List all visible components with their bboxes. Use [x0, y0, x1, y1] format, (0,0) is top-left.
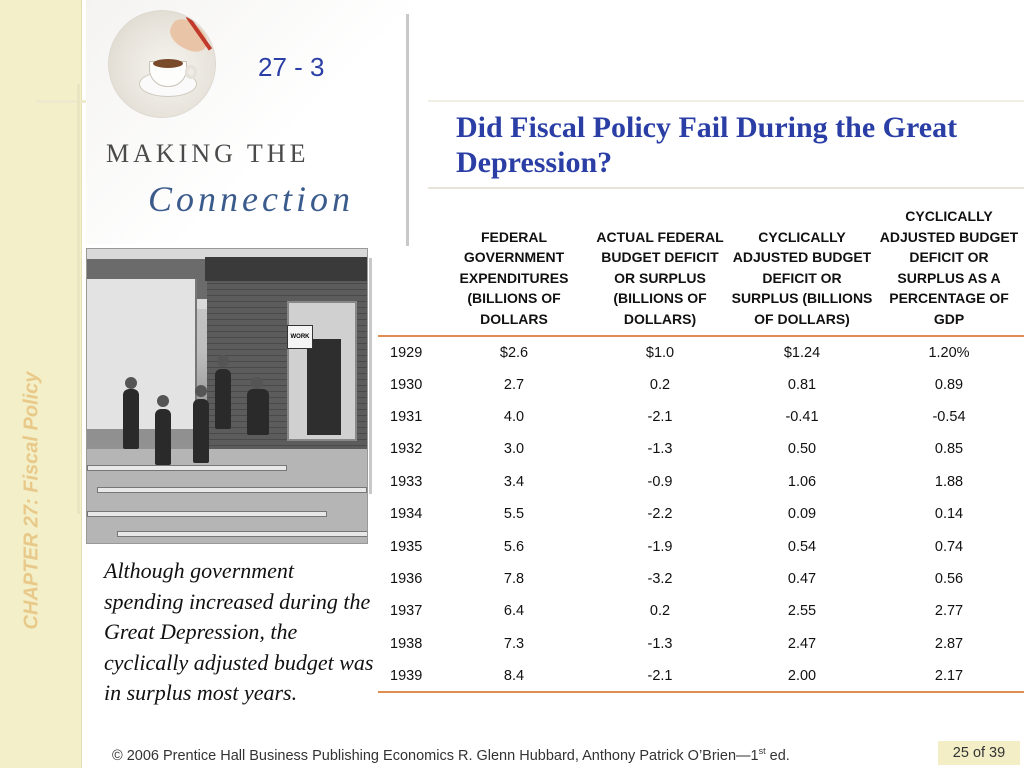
table-cell: 7.8 — [503, 570, 525, 587]
banner-heading: MAKING THE — [106, 139, 310, 168]
table-cell: 1.20% — [928, 344, 970, 361]
table-row — [378, 660, 1024, 692]
chapter-label — [6, 330, 58, 670]
table-cell: 0.85 — [934, 441, 964, 458]
year-cell: 1933 — [390, 473, 423, 490]
table-cell: -3.2 — [647, 570, 673, 587]
table-cell: 6.4 — [503, 603, 525, 620]
table-cell: -1.9 — [647, 538, 673, 555]
table-row — [378, 433, 1024, 465]
year-cell: 1939 — [378, 660, 438, 692]
table-row — [378, 466, 1024, 498]
table-cell: -1.3 — [647, 635, 673, 652]
table-cell: 5.5 — [503, 506, 525, 523]
photo-edge-rule — [369, 258, 372, 494]
table-cell: 3.4 — [503, 473, 525, 490]
table-cell: 0.09 — [787, 506, 817, 523]
table-cell: 0.56 — [934, 570, 964, 587]
table-cell: 8.4 — [438, 660, 590, 692]
table-cell: 2.47 — [787, 635, 817, 652]
table-cell: -1.3 — [647, 441, 673, 458]
column-header: CYCLICALLY ADJUSTED BUDGET DEFICIT OR SURPLUS AS A PERCENTAGE OF GDP — [874, 206, 1024, 336]
table-cell: $1.0 — [645, 344, 675, 361]
coffee-cup-icon — [108, 10, 216, 118]
table-cell: 2.87 — [934, 635, 964, 652]
table-cell: 2.7 — [503, 376, 525, 393]
footer-copyright: © 2006 Prentice Hall Business Publishing Economics R. Glenn Hubbard, Anthony Patrick O’Brien—1st ed. — [112, 746, 790, 764]
table-cell: -0.9 — [647, 473, 673, 490]
table-cell: 0.89 — [934, 376, 964, 393]
banner-subheading: Connection — [148, 179, 354, 219]
year-cell: 1935 — [390, 538, 423, 555]
year-cell: 1938 — [390, 635, 423, 652]
table-cell: 0.50 — [787, 441, 817, 458]
fiscal-data-table — [378, 206, 1024, 693]
title-rule — [428, 187, 1024, 189]
chapter-label-text: CHAPTER 27: Fiscal Policy — [20, 371, 43, 629]
table-cell: 0.2 — [649, 376, 671, 393]
column-header: FEDERAL GOVERNMENT EXPENDITURES (BILLIONS OF DOLLARS — [438, 206, 590, 336]
year-cell: 1937 — [390, 603, 423, 620]
table-cell: 0.54 — [787, 538, 817, 555]
column-header — [378, 206, 438, 336]
table-row — [378, 336, 1024, 368]
decorative-rule — [77, 84, 80, 514]
table-cell: $2.6 — [499, 344, 529, 361]
table-cell: 1.88 — [934, 473, 964, 490]
year-cell: 1929 — [390, 344, 423, 361]
table-cell: -2.1 — [647, 408, 673, 425]
year-cell: 1932 — [390, 441, 423, 458]
table-cell: 7.3 — [503, 635, 525, 652]
table-row — [378, 628, 1024, 660]
table-cell: 0.2 — [649, 603, 671, 620]
table-row — [378, 368, 1024, 400]
table-cell: 2.00 — [730, 660, 874, 692]
decorative-rule — [428, 100, 1024, 102]
table-row — [378, 401, 1024, 433]
table-header-row — [378, 206, 1024, 336]
table-cell: 3.0 — [503, 441, 525, 458]
table-cell: $1.24 — [783, 344, 821, 361]
column-header: ACTUAL FEDERAL BUDGET DEFICIT OR SURPLUS (BILLIONS OF DOLLARS) — [590, 206, 730, 336]
table-row — [378, 563, 1024, 595]
page-indicator: 25 of 39 — [938, 741, 1020, 765]
table-cell: 1.06 — [787, 473, 817, 490]
table-cell: -2.2 — [647, 506, 673, 523]
table-row — [378, 498, 1024, 530]
section-number: 27 - 3 — [258, 52, 325, 82]
depression-work-photo — [86, 248, 368, 544]
table-cell: 2.77 — [934, 603, 964, 620]
table-cell: -0.41 — [785, 408, 819, 425]
table-cell: 0.14 — [934, 506, 964, 523]
table-cell: 0.74 — [934, 538, 964, 555]
year-cell: 1931 — [390, 408, 423, 425]
year-cell: 1936 — [390, 570, 423, 587]
table-cell: 0.81 — [787, 376, 817, 393]
table-row — [378, 595, 1024, 627]
table-cell: 2.55 — [787, 603, 817, 620]
work-sign: WORK — [287, 325, 313, 349]
column-header: CYCLICALLY ADJUSTED BUDGET DEFICIT OR SURPLUS (BILLIONS OF DOLLARS) — [730, 206, 874, 336]
table-cell: -0.54 — [932, 408, 966, 425]
table-cell: 5.6 — [503, 538, 525, 555]
year-cell: 1934 — [390, 506, 423, 523]
slide-title: Did Fiscal Policy Fail During the Great Depression? — [456, 111, 958, 179]
table-row — [378, 530, 1024, 562]
table-cell: 2.17 — [874, 660, 1024, 692]
table-cell: 4.0 — [503, 408, 525, 425]
table-cell: -2.1 — [590, 660, 730, 692]
photo-caption: Although government spending increased during the Great Depression, the cyclically adjusted budget was in surplus most years. — [104, 558, 374, 705]
year-cell: 1930 — [390, 376, 423, 393]
table-cell: 0.47 — [787, 570, 817, 587]
